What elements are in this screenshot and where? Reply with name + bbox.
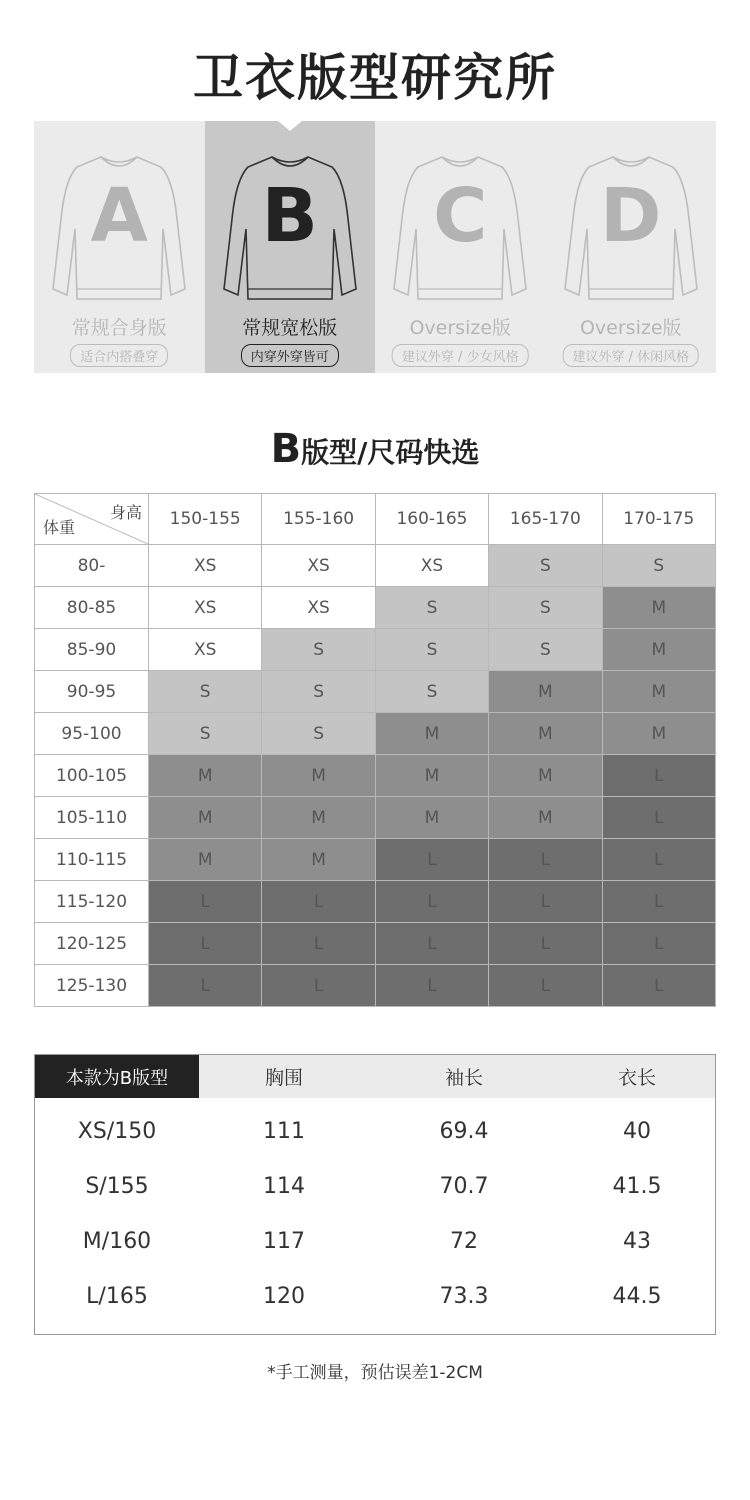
chest-value: 117 [263, 1229, 305, 1254]
size-cell: M [489, 713, 602, 755]
size-cell: XS [149, 587, 262, 629]
size-cell: L [375, 923, 488, 965]
size-grid-row [35, 713, 716, 755]
column-length: 衣长 [617, 1067, 656, 1089]
fit-note-badge: 建议外穿 / 少女风格 [392, 344, 529, 367]
size-cell: M [149, 839, 262, 881]
size-cell: M [375, 713, 488, 755]
size-grid-row [35, 755, 716, 797]
size-cell: S [262, 671, 375, 713]
size-grid-row [35, 923, 716, 965]
length-value: 40 [623, 1119, 651, 1144]
size-cell: L [602, 755, 715, 797]
size-cell: M [602, 671, 715, 713]
size-cell: L [602, 839, 715, 881]
size-grid-row [35, 797, 716, 839]
fit-note-badge: 适合内搭叠穿 [70, 344, 168, 367]
size-cell: L [149, 881, 262, 923]
size-cell: L [489, 839, 602, 881]
size-cell: S [262, 713, 375, 755]
size-cell: M [602, 587, 715, 629]
height-header: 165-170 [489, 494, 602, 545]
size-grid-row [35, 587, 716, 629]
fit-card-a[interactable] [34, 121, 205, 373]
weight-cell: 80- [35, 545, 149, 587]
size-cell: L [602, 965, 715, 1007]
size-cell: S [375, 587, 488, 629]
height-axis-label: 身高 [109, 503, 142, 522]
size-grid-row [35, 545, 716, 587]
size-cell: L [375, 881, 488, 923]
size-cell: L [375, 839, 488, 881]
chest-value: 111 [263, 1119, 305, 1144]
height-header: 160-165 [375, 494, 488, 545]
size-cell: L [262, 881, 375, 923]
fit-card-c[interactable] [375, 121, 546, 373]
size-cell: M [149, 797, 262, 839]
size-cell: M [375, 797, 488, 839]
size-cell: M [489, 671, 602, 713]
fit-name: 常规合身版 [71, 317, 167, 339]
column-sleeve: 袖长 [444, 1067, 483, 1089]
fit-name: Oversize版 [579, 317, 682, 339]
size-cell: M [149, 755, 262, 797]
fit-name: Oversize版 [409, 317, 512, 339]
sleeve-value: 73.3 [439, 1284, 489, 1309]
size-grid-row [35, 629, 716, 671]
size-grid-row [35, 965, 716, 1007]
sleeve-value: 70.7 [439, 1174, 489, 1199]
size-cell: M [489, 755, 602, 797]
size-cell: M [262, 755, 375, 797]
size-cell: M [375, 755, 488, 797]
length-value: 44.5 [612, 1284, 662, 1309]
size-grid-row [35, 881, 716, 923]
fit-letter: D [600, 173, 662, 259]
size-cell: L [602, 923, 715, 965]
length-value: 43 [623, 1229, 651, 1254]
weight-cell: 115-120 [35, 881, 149, 923]
size-label: S/155 [85, 1174, 149, 1199]
weight-cell: 90-95 [35, 671, 149, 713]
sleeve-value: 72 [450, 1229, 478, 1254]
size-cell: S [375, 671, 488, 713]
size-grid-row [35, 839, 716, 881]
size-grid-header [35, 494, 716, 545]
fit-note-badge: 内穿外穿皆可 [241, 344, 339, 367]
size-cell: L [262, 923, 375, 965]
measurement-row [35, 1269, 715, 1324]
weight-cell: 125-130 [35, 965, 149, 1007]
size-cell: L [489, 965, 602, 1007]
page-title: 卫衣版型研究所 [193, 49, 557, 107]
measurement-header [35, 1055, 715, 1098]
fit-letter: C [433, 173, 488, 259]
fit-letter: A [90, 173, 148, 259]
column-chest: 胸围 [264, 1067, 303, 1089]
size-cell: M [262, 839, 375, 881]
size-guide-title [0, 426, 750, 472]
weight-axis-label: 体重 [43, 518, 76, 537]
height-header: 170-175 [602, 494, 715, 545]
size-guide-title-text: 版型/尺码快选 [301, 436, 480, 469]
height-header: 150-155 [149, 494, 262, 545]
size-cell: M [262, 797, 375, 839]
size-cell: L [489, 881, 602, 923]
weight-cell: 110-115 [35, 839, 149, 881]
weight-cell: 80-85 [35, 587, 149, 629]
size-cell: XS [375, 545, 488, 587]
fit-selector [34, 121, 716, 373]
size-grid-table [34, 493, 716, 1007]
size-cell: S [489, 545, 602, 587]
fit-card-d[interactable] [546, 121, 717, 373]
size-cell: XS [149, 629, 262, 671]
size-label: M/160 [82, 1229, 152, 1254]
weight-cell: 105-110 [35, 797, 149, 839]
size-cell: L [489, 923, 602, 965]
measurement-table [34, 1054, 716, 1335]
fit-letter: B [261, 173, 318, 259]
selected-pointer-icon [278, 121, 302, 131]
fit-tag: 本款为B版型 [35, 1055, 199, 1098]
measurement-body [35, 1098, 715, 1324]
size-cell: M [489, 797, 602, 839]
measurement-row [35, 1104, 715, 1159]
size-cell: S [489, 629, 602, 671]
weight-cell: 95-100 [35, 713, 149, 755]
weight-cell: 100-105 [35, 755, 149, 797]
size-cell: S [149, 671, 262, 713]
size-cell: L [602, 797, 715, 839]
height-header: 155-160 [262, 494, 375, 545]
measurement-row [35, 1159, 715, 1214]
size-cell: L [149, 923, 262, 965]
size-cell: L [375, 965, 488, 1007]
size-cell: XS [149, 545, 262, 587]
size-cell: L [262, 965, 375, 1007]
size-cell: S [602, 545, 715, 587]
corner-cell [35, 494, 149, 545]
measurement-row [35, 1214, 715, 1269]
length-value: 41.5 [612, 1174, 662, 1199]
sleeve-value: 69.4 [439, 1119, 489, 1144]
size-cell: L [602, 881, 715, 923]
chest-value: 114 [263, 1174, 305, 1199]
size-cell: S [149, 713, 262, 755]
size-guide-title-letter: B [270, 426, 302, 472]
size-cell: S [262, 629, 375, 671]
weight-cell: 120-125 [35, 923, 149, 965]
size-cell: XS [262, 587, 375, 629]
size-grid-row [35, 671, 716, 713]
size-cell: S [489, 587, 602, 629]
weight-cell: 85-90 [35, 629, 149, 671]
size-label: L/165 [86, 1284, 148, 1309]
size-cell: M [602, 629, 715, 671]
chest-value: 120 [263, 1284, 305, 1309]
size-cell: M [602, 713, 715, 755]
fit-card-b[interactable] [205, 121, 376, 373]
fit-note-badge: 建议外穿 / 休闲风格 [562, 344, 699, 367]
fit-name: 常规宽松版 [242, 317, 338, 339]
size-cell: S [375, 629, 488, 671]
size-cell: L [149, 965, 262, 1007]
size-cell: XS [262, 545, 375, 587]
size-label: XS/150 [77, 1119, 157, 1144]
footnote: *手工测量，预估误差1-2CM [267, 1363, 483, 1383]
